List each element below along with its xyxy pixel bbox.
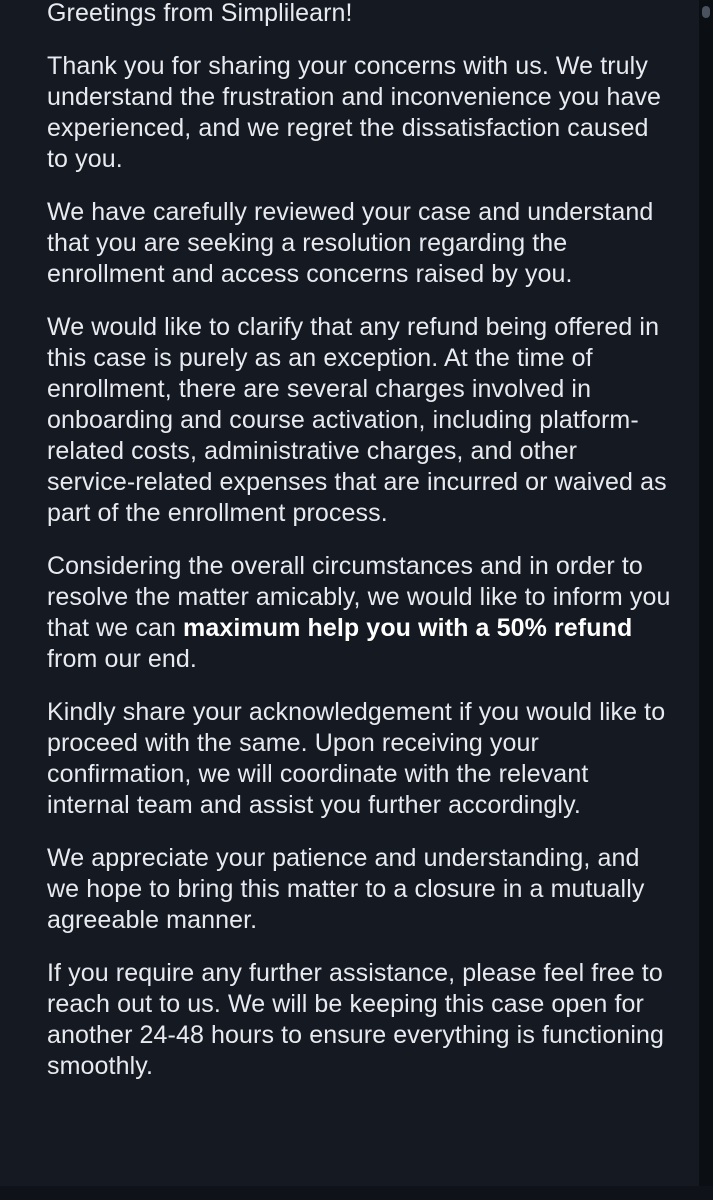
scrollbar[interactable] bbox=[699, 0, 713, 1200]
bottom-edge bbox=[0, 1186, 713, 1200]
paragraph-clarify: We would like to clarify that any refund being offered in this case is purely as an exception. At the time of enrollment, there are several charges involved in onboarding and course activation, including platform-related costs, administrative charges, and other service-related expenses that are incurred or waived as part of the enrollment process. bbox=[47, 313, 667, 527]
paragraph-acknowledge: Kindly share your acknowledgement if you would like to proceed with the same. Upon receiving your confirmation, we will coordinate with the relevant internal team and assist you further accordingly. bbox=[47, 698, 666, 819]
refund-offer-text-after: from our end. bbox=[47, 645, 197, 673]
paragraph-appreciate: We appreciate your patience and understanding, and we hope to bring this matter to a closure in a mutually agreeable manner. bbox=[47, 844, 645, 934]
greeting-line: Greetings from Simplilearn! bbox=[47, 0, 353, 27]
email-body bbox=[47, 0, 672, 1104]
refund-offer-highlight: maximum help you with a 50% refund bbox=[183, 614, 633, 642]
refund-offer-text-before: Considering the overall circumstances and in order to resolve the matter amicably, we would like to inform you that we can bbox=[47, 552, 671, 642]
paragraph-review: We have carefully reviewed your case and understand that you are seeking a resolution regarding the enrollment and access concerns raised by you. bbox=[47, 198, 654, 288]
paragraph-further-assistance: If you require any further assistance, please feel free to reach out to us. We will be keeping this case open for another 24-48 hours to ensure everything is functioning smoothly. bbox=[47, 959, 664, 1080]
paragraph-refund-offer bbox=[47, 551, 672, 675]
paragraph-thanks: Thank you for sharing your concerns with us. We truly understand the frustration and inconvenience you have experienced, and we regret the dissatisfaction caused to you. bbox=[47, 52, 662, 173]
scrollbar-thumb[interactable] bbox=[702, 6, 710, 18]
